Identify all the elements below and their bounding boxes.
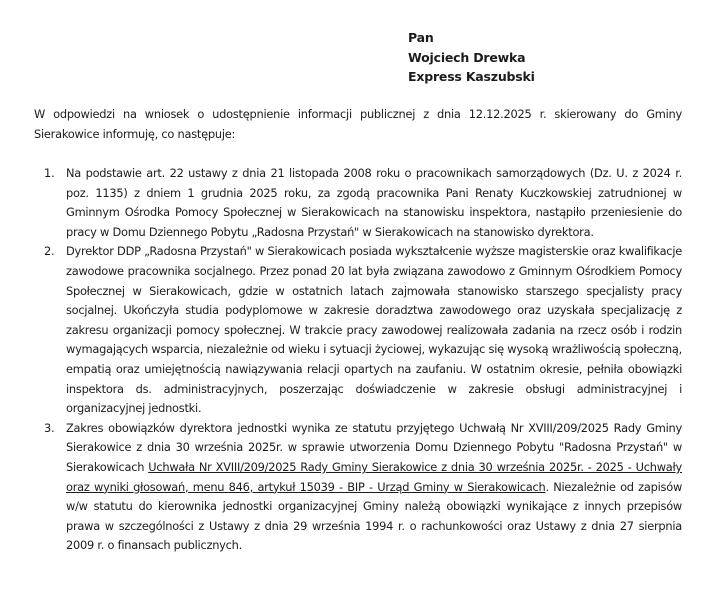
intro-paragraph: W odpowiedzi na wniosek o udostępnienie informacji publicznej z dnia 12.12.2025 r. skierowany do Gminy Sierakowice informuję, co następuje: bbox=[34, 107, 682, 141]
resolution-bip-link[interactable]: Uchwała Nr XVIII/209/2025 Rady Gminy Sierakowice z dnia 30 września 2025r. - 2025 - Uchwały oraz wyniki głosowań, menu 846, artykuł 15039 - BIP - Urząd Gminy w Sierakowicach bbox=[66, 459, 682, 494]
list-item-number: 3. bbox=[44, 420, 55, 435]
list-item bbox=[44, 419, 682, 556]
list-item-text: Na podstawie art. 22 ustawy z dnia 21 listopada 2008 roku o pracownikach samorządowych (Dz. U. z 2024 r. poz. 1135) z dniem 1 grudnia 2025 roku, za zgodą pracownika Pani Renaty Kuczkowskiej zatrudnionej w Gminnym Ośrodka Pomocy Społecznej w Sierakowicach na stanowisku inspektora, nastąpiło przeniesienie do pracy w Domu Dziennego Pobytu „Radosna Przystań" w Sierakowicach na stanowisko dyrektora. bbox=[66, 166, 682, 239]
addressee-name: Wojciech Drewka bbox=[408, 49, 526, 65]
addressee-block bbox=[408, 28, 535, 87]
list-item bbox=[44, 164, 682, 242]
list-item-text-after-link: . Niezależnie od zapisów w/w statutu do kierownika jednostki organizacyjnej Gminy należą obowiązki wynikające z innych przepisów prawa w szczególności z Ustawy z dnia 29 września 1994 r. o rachunkowości oraz Ustawy z dnia 27 sierpnia 2009 r. o finansach publicznych. bbox=[66, 479, 683, 553]
list-item-text bbox=[66, 419, 682, 556]
addressee-organization: Express Kaszubski bbox=[408, 69, 535, 84]
list-item-text: Dyrektor DDP „Radosna Przystań" w Sierakowicach posiada wykształcenie wyższe magisterskie oraz kwalifikacje zawodowe pracownika socjalnego. Przez ponad 20 lat była związana zawodowo z Gminnym Ośrodkiem Pomocy Społecznej w Sierakowicach, gdzie w ostatnich latach zajmowała stanowisko starszego specjalisty pracy socjalnej. Ukończyła studia podyplomowe w zakresie doradztwa zawodowego oraz uzyskała specjalizację z zakresu organizacji pomocy społecznej. W trakcie pracy zawodowej realizowała zadania na rzecz osób i rodzin wymagających wsparcia, niezależnie od wieku i sytuacji życiowej, wykazując się wysoką wrażliwością społeczną, empatią oraz umiejętnością nawiązywania relacji opartych na zaufaniu. W ostatnim okresie, pełniła obowiązki inspektora ds. administracyjnych, poszerzając doświadczenie w zakresie obsługi administracyjnej i organizacyjnej jednostki. bbox=[66, 244, 682, 416]
list-item-text-before-link: Zakres obowiązków dyrektora jednostki wynika ze statutu przyjętego Uchwałą Nr XVIII/209/2025 Rady Gminy Sierakowice z dnia 30 września 2025r. w sprawie utworzenia Domu Dziennego Pobytu "Radosna Przystań" w Sierakowicach bbox=[66, 420, 682, 474]
response-list bbox=[44, 164, 682, 556]
addressee-salutation: Pan bbox=[408, 30, 434, 45]
list-item-number: 2. bbox=[44, 244, 55, 259]
list-item bbox=[44, 242, 682, 418]
list-item-number: 1. bbox=[44, 166, 55, 180]
